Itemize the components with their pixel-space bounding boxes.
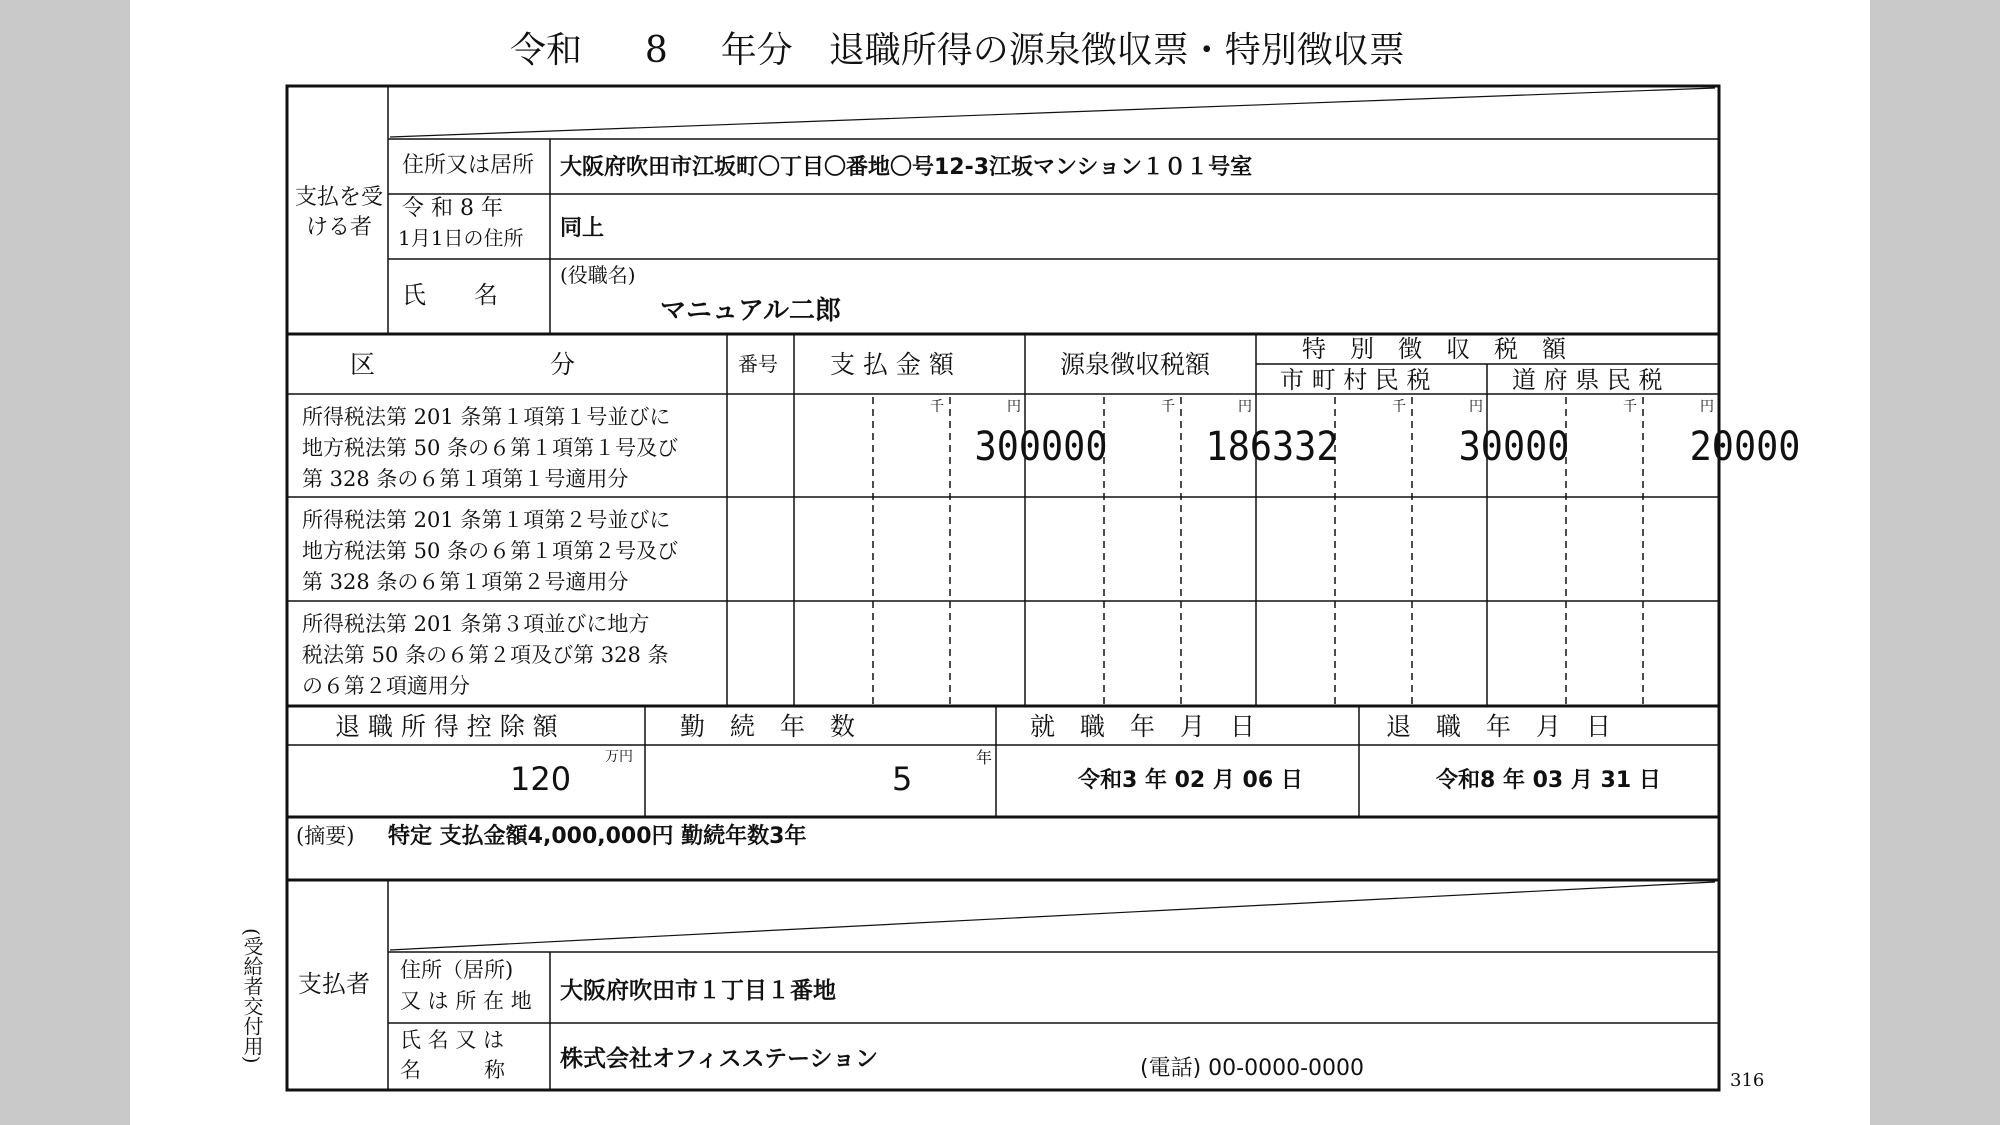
retire-date-label: 退 職 年 月 日 bbox=[1386, 712, 1612, 741]
years-unit: 年 bbox=[976, 748, 993, 767]
row2-desc-line3: 第 328 条の６第１項第２号適用分 bbox=[302, 570, 629, 594]
payer-section-label: 支払者 bbox=[298, 970, 370, 998]
row3-desc-line2: 税法第 50 条の６第２項及び第 328 条 bbox=[302, 643, 669, 667]
header-municipal: 市 町 村 民 税 bbox=[1280, 366, 1431, 394]
side-note: (受給者交付用) bbox=[240, 928, 264, 1064]
name-label: 氏 名 bbox=[402, 281, 498, 309]
jan1-address-value: 同上 bbox=[560, 216, 605, 241]
address-value: 大阪府吹田市江坂町〇丁目〇番地〇号12-3江坂マンション１０１号室 bbox=[560, 155, 1253, 180]
row1-payment: 300000 bbox=[974, 424, 1107, 470]
jan1-label-line2: 1月1日の住所 bbox=[398, 226, 524, 250]
row3-desc-line1: 所得税法第 201 条第３項並びに地方 bbox=[302, 612, 650, 636]
header-payment: 支 払 金 額 bbox=[830, 350, 954, 379]
recipient-section-label: 支払を受ける者 bbox=[295, 185, 384, 240]
header-prefectural: 道 府 県 民 税 bbox=[1512, 366, 1663, 394]
page-number: 316 bbox=[1730, 1070, 1765, 1091]
header-withholding: 源泉徴収税額 bbox=[1060, 350, 1211, 379]
unit-yen-payment: 円 bbox=[1007, 399, 1021, 415]
unit-thousand-withholding: 千 bbox=[1161, 399, 1175, 415]
header-bango: 番号 bbox=[738, 352, 778, 376]
row1-desc-line1: 所得税法第 201 条第１項第１号並びに bbox=[302, 405, 671, 429]
years-value: 5 bbox=[892, 760, 913, 798]
row1-municipal: 30000 bbox=[1458, 424, 1569, 470]
deduction-unit: 万円 bbox=[605, 749, 633, 765]
row3-description bbox=[302, 609, 669, 702]
title-era: 令和 bbox=[510, 30, 583, 71]
address-label: 住所又は居所 bbox=[402, 153, 535, 178]
unit-thousand-municipal: 千 bbox=[1392, 399, 1406, 415]
unit-thousand-payment: 千 bbox=[930, 399, 944, 415]
row2-desc-line2: 地方税法第 50 条の６第１項第２号及び bbox=[302, 539, 679, 563]
row1-description bbox=[302, 402, 678, 495]
payer-address-value: 大阪府吹田市１丁目１番地 bbox=[560, 978, 836, 1004]
payer-address-label-line2: 又 は 所 在 地 bbox=[400, 989, 532, 1013]
row1-desc-line2: 地方税法第 50 条の６第１項第１号及び bbox=[302, 436, 679, 460]
title-year: 8 bbox=[644, 30, 668, 71]
unit-yen-withholding: 円 bbox=[1238, 399, 1252, 415]
row3-desc-line3: の６第２項適用分 bbox=[302, 674, 470, 698]
header-special-tax: 特 別 徴 収 税 額 bbox=[1302, 335, 1566, 363]
payer-address-label-line1: 住所（居所) bbox=[400, 958, 514, 982]
header-kubun: 区 分 bbox=[350, 350, 576, 379]
row1-prefectural: 20000 bbox=[1689, 424, 1800, 470]
payer-name-label-line2: 名 称 bbox=[400, 1058, 505, 1082]
jan1-label-line1: 令 和 8 年 bbox=[402, 196, 503, 221]
form-sheet bbox=[130, 0, 1870, 1125]
title-text: 年分 退職所得の源泉徴収票・特別徴収票 bbox=[720, 30, 1405, 71]
years-label: 勤 続 年 数 bbox=[680, 712, 856, 741]
row1-withholding: 186332 bbox=[1205, 424, 1338, 470]
retire-date-value: 令和8 年 03 月 31 日 bbox=[1436, 768, 1661, 793]
recipient-name: マニュアル二郎 bbox=[660, 296, 841, 326]
hire-date-label: 就 職 年 月 日 bbox=[1030, 712, 1256, 741]
unit-yen-municipal: 円 bbox=[1469, 399, 1483, 415]
row1-desc-line3: 第 328 条の６第１項第１号適用分 bbox=[302, 467, 629, 491]
payer-name-label-line1: 氏 名 又 は bbox=[400, 1028, 505, 1052]
row2-desc-line1: 所得税法第 201 条第１項第２号並びに bbox=[302, 508, 671, 532]
unit-thousand-prefectural: 千 bbox=[1623, 399, 1637, 415]
unit-yen-prefectural: 円 bbox=[1700, 399, 1714, 415]
payer-phone: (電話) 00-0000-0000 bbox=[1140, 1056, 1365, 1081]
deduction-value: 120 bbox=[510, 760, 572, 798]
title-label: (役職名) bbox=[560, 263, 636, 287]
payer-name-value: 株式会社オフィスステーション bbox=[560, 1046, 879, 1072]
summary-label: (摘要) bbox=[296, 824, 355, 848]
deduction-label: 退 職 所 得 控 除 額 bbox=[335, 712, 558, 741]
row2-description bbox=[302, 505, 678, 598]
hire-date-value: 令和3 年 02 月 06 日 bbox=[1078, 768, 1303, 793]
summary-value: 特定 支払金額4,000,000円 勤続年数3年 bbox=[388, 824, 807, 849]
